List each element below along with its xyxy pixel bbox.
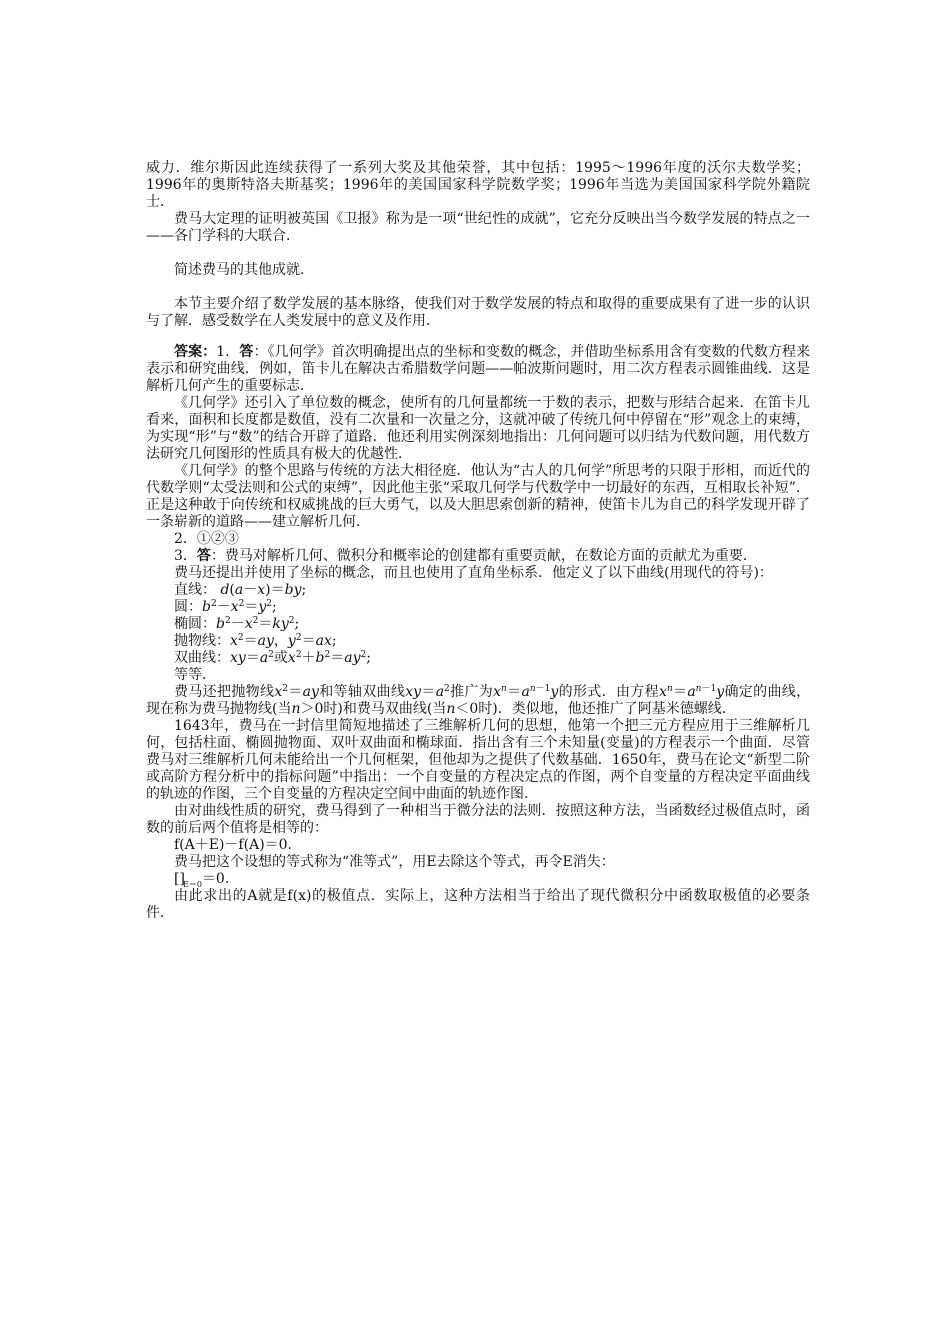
answer-number: 3． (174, 548, 197, 564)
answer-word: 答 (239, 344, 254, 360)
paragraph: 由对曲线性质的研究，费马得到了一种相当于微分法的法则．按照这种方法，当函数经过极值点时，函数的前后两个值将是相等的： (146, 803, 810, 836)
equation-1: f(A＋E)－f(A)＝0. (174, 837, 293, 853)
paragraph: 威力．维尔斯因此连续获得了一系列大奖及其他荣誉，其中包括：1995～1996年度的沃尔夫数学奖；1996年的奥斯特洛夫斯基奖；1996年的美国国家科学院数学奖；1996年当选为美国国家科学院外籍院士． (146, 160, 810, 210)
paragraph: 费马还提出并使用了坐标的概念，而且也使用了直角坐标系．他定义了以下曲线(用现代的符号)： (174, 565, 773, 581)
curve-ellipse: 椭圆：$b^2-x^2=ky^2$; (174, 616, 300, 632)
answer-text: ：《几何学》首次明确提出点的坐标和变数的概念，并借助坐标系用含有变数的代数方程来表示和研究曲线．例如，笛卡儿在解决古希腊数学问题——帕波斯问题时，用二次方程表示圆锥曲线．这是解析几何产生的重要标志． (146, 344, 811, 394)
answer-word: 答 (196, 548, 211, 564)
bracket-symbol: [] (174, 871, 185, 887)
paragraph: 《几何学》的整个思路与传统的方法大相径庭．他认为“古人的几何学”所思考的只限于形相，而近代的代数学则“太受法则和公式的束缚”，因此他主张“采取几何学与代数学中一切最好的东西，互相取长补短”．正是这种敢于向传统和权威挑战的巨大勇气，以及大胆思索创新的精神，使笛卡儿为自己的科学发现开辟了一条崭新的道路——建立解析几何． (146, 463, 810, 530)
paragraph: 费马还把抛物线$x^2=ay$和等轴双曲线$xy=a^2$推广为$x^n=a^{n-1}y$的形式．由方程$x^n=a^{n-1}y$确定的曲线，现在称为费马抛物线(当n＞0时)和费马双曲线(当n＜0时)．类似地，他还推广了阿基米德螺线． (146, 684, 811, 717)
answer-3 (146, 548, 810, 565)
paragraph: 费马大定理的证明被英国《卫报》称为是一项“世纪性的成就”，它充分反映出当今数学发展的特点之一——各门学科的大联合． (146, 211, 810, 244)
answer-label: 答案： (174, 344, 217, 360)
curve-hyperbola: 双曲线：$xy=a^2$或$x^2+b^2=ay^2$; (174, 650, 371, 666)
answer-number: 1． (216, 344, 240, 360)
paragraph: 由此求出的A就是f(x)的极值点．实际上，这种方法相当于给出了现代微积分中函数取极值的必要条件． (146, 888, 810, 921)
paragraph: 1643年，费马在一封信里简短地描述了三维解析几何的思想，他第一个把三元方程应用于三维解析几何，包括柱面、椭圆抛物面、双叶双曲面和椭球面．指出含有三个未知量(变量)的方程表示一个曲面．尽管费马对三维解析几何未能给出一个几何框架，但他却为之提供了代数基础．1650年，费马在论文“新型二阶或高阶方程分析中的指标问题”中指出：一个自变量的方程决定点的作图，两个自变量的方程决定平面曲线的轨迹的作图，三个自变量的方程决定空间中曲面的轨迹作图． (146, 718, 810, 802)
equation-2: $[]_{E=0}=0$. (174, 871, 230, 889)
curve-circle: 圆：$b^2-x^2=y^2$; (174, 599, 277, 615)
curve-line: 直线： d(a－x)＝by; (174, 582, 307, 598)
curve-parabola: 抛物线：$x^2=ay$，$y^2=ax$; (174, 633, 337, 649)
etc-line: 等等． (174, 667, 216, 683)
answer-1 (146, 344, 810, 395)
equation-subscript: E＝0 (183, 879, 202, 889)
answer-text: ：费马对解析几何、微积分和概率论的创建都有重要贡献，在数论方面的贡献尤为重要． (210, 548, 757, 564)
answer-2: 2．①②③ (174, 531, 239, 547)
paragraph: 费马把这个设想的等式称为“准等式”，用E去除这个等式，再令E消失： (174, 854, 615, 870)
exercise-prompt: 简述费马的其他成就． (174, 262, 314, 278)
document-page (146, 160, 810, 922)
summary-paragraph: 本节主要介绍了数学发展的基本脉络，使我们对于数学发展的特点和取得的重要成果有了进一步的认识与了解．感受数学在人类发展中的意义及作用． (146, 296, 810, 329)
paragraph: 《几何学》还引入了单位数的概念，使所有的几何量都统一于数的表示，把数与形结合起来．在笛卡儿看来，面积和长度都是数值，没有二次量和一次量之分，这就冲破了传统几何中停留在“形”观念上的束缚，为实现“形”与“数”的结合开辟了道路．他还利用实例深刻地指出：几何问题可以归结为代数问题，用代数方法研究几何图形的性质具有极大的优越性． (146, 395, 810, 462)
